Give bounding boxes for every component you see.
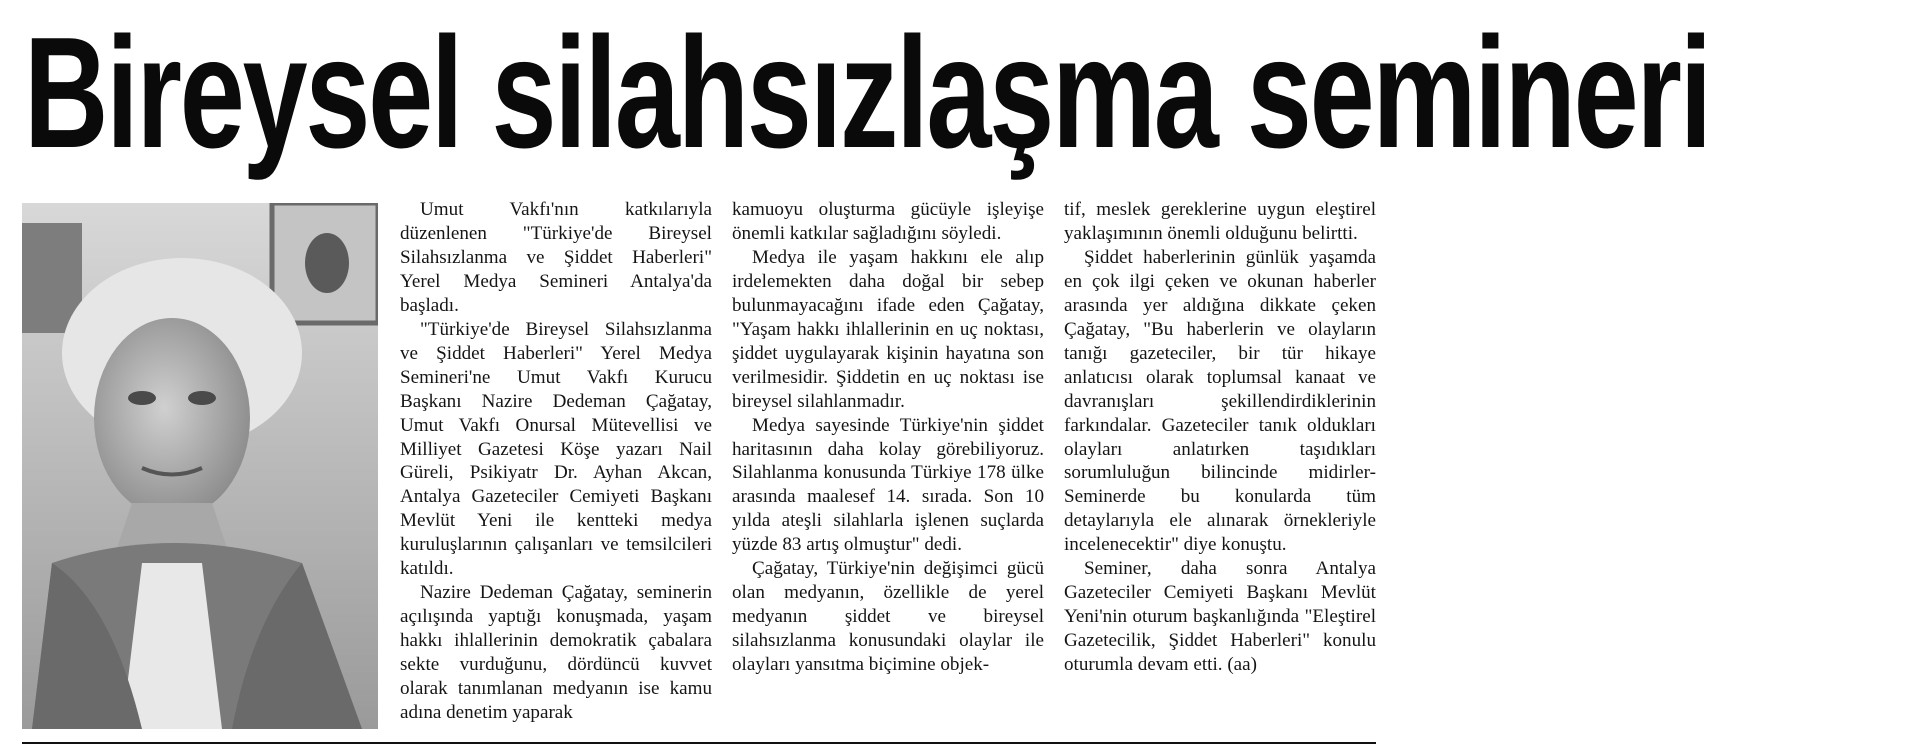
article-column-1 — [400, 198, 712, 725]
paragraph: Seminer, daha sonra Antalya Gazeteciler Cemiyeti Başkanı Mevlüt Yeni'nin oturum başkanlığında "Eleştirel Gazetecilik, Şiddet Haberleri" konulu oturumla devam etti. (aa) — [1064, 558, 1376, 676]
article-photo — [22, 203, 378, 729]
paragraph: Nazire Dedeman Çağatay, seminerin açılışında yaptığı konuşmada, yaşam hakkı ihlallerinin demokratik çabalara sekte vurduğunu, dördüncü kuvvet olarak tanımlanan medyanın ise kamu adına denetim yaparak — [400, 582, 712, 724]
article-column-2 — [732, 198, 1044, 677]
headline: Bireysel silahsızlaşma semineri — [24, 5, 1711, 181]
article-column-3 — [1064, 198, 1376, 677]
paragraph: tif, meslek gereklerine uygun eleştirel yaklaşımının önemli olduğunu belirtti. — [1064, 199, 1376, 244]
paragraph: Çağatay, Türkiye'nin değişimci gücü olan medyanın, özellikle de yerel medyanın şiddet ve bireysel silahsızlanma konusundaki olaylar ile olayları yansıtma biçimine objek- — [732, 558, 1044, 676]
paragraph: Medya ile yaşam hakkını ele alıp irdelemekten daha doğal bir sebep bulunmayacağını ifade eden Çağatay, "Yaşam hakkı ihlallerinin en uç noktası, şiddet uygulayarak kişinin hayatına son verilmesidir. Şiddetin en uç noktası ise bireysel silahlanmadır. — [732, 246, 1044, 412]
paragraph: kamuoyu oluşturma gücüyle işleyişe önemli katkılar sağladığını söyledi. — [732, 199, 1044, 244]
paragraph: Medya sayesinde Türkiye'nin şiddet haritasının daha kolay görebiliyoruz. Silahlanma konusunda Türkiye 178 ülke arasında maalesef 14. sırada. Son 10 yılda ateşli silahlarla işlenen suçlarda yüzde 83 artış olmuştur" dedi. — [732, 414, 1044, 556]
paragraph: Umut Vakfı'nın katkılarıyla düzenlenen "Türkiye'de Bireysel Silahsızlanma ve Şiddet Haberleri" Yerel Medya Semineri Antalya'da başladı. — [400, 199, 712, 316]
paragraph: "Türkiye'de Bireysel Silahsızlanma ve Şiddet Haberleri" Yerel Medya Semineri'ne Umut Vakfı Kurucu Başkanı Nazire Dedeman Çağatay, Umut Vakfı Onursal Mütevellisi ve Milliyet Gazetesi Köşe yazarı Nail Güreli, Psikiyatr Dr. Ayhan Akcan, Antalya Gazeteciler Cemiyeti Başkanı Mevlüt Yeni ile kentteki medya kuruluşlarının çalışanları ve temsilcileri katıldı. — [400, 318, 712, 580]
paragraph: Şiddet haberlerinin günlük yaşamda en çok ilgi çeken ve okunan haberler arasında yer aldığına dikkate çeken Çağatay, "Bu haberlerin ve olayların tanığı gazeteciler, bir tür hikaye anlatıcısı olarak toplumsal kanaat ve davranışları şekillendirdiklerinin farkındalar. Gazeteciler tanık oldukları olayları anlatırken taşıdıkları sorumluluğun bilincinde midirler- Seminerde bu konularda tüm detaylarıyla ele alınarak örnekleriyle incelenecektir" diye konuştu. — [1064, 246, 1376, 556]
bottom-rule — [22, 742, 1376, 744]
